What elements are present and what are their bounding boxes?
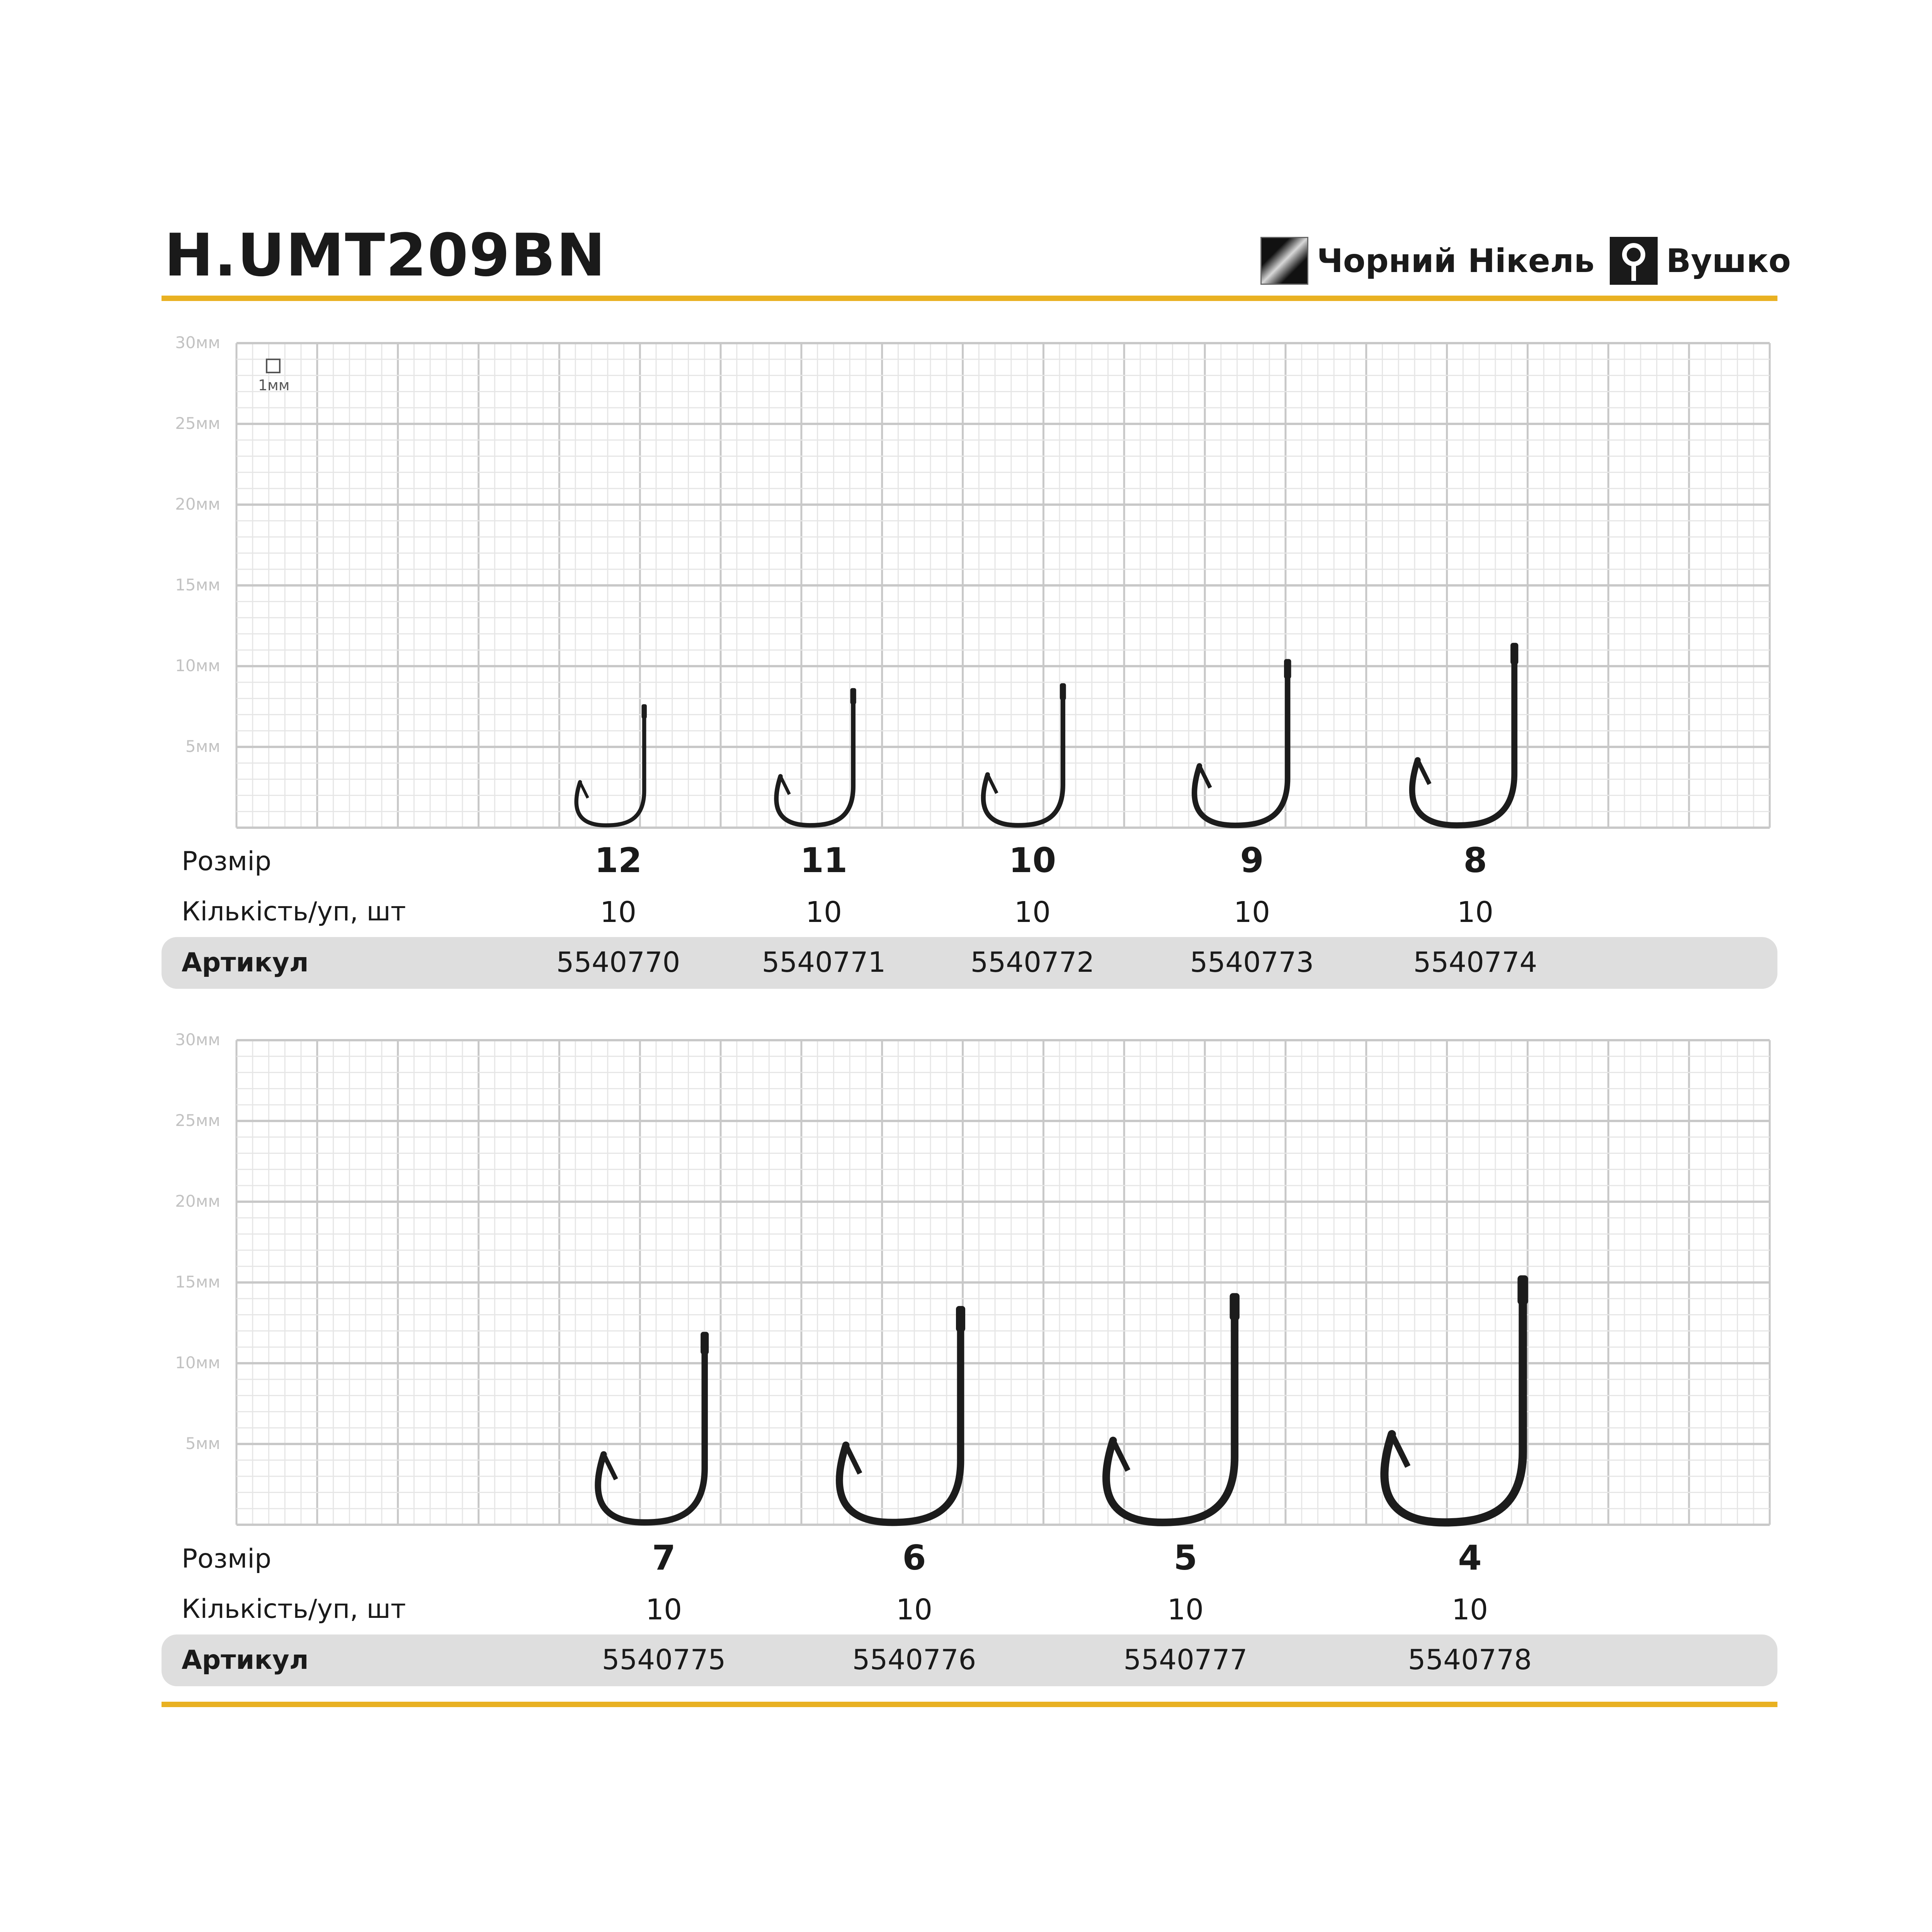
hook-9: [1194, 675, 1287, 825]
hook-qty: 10: [1167, 1593, 1204, 1626]
hook-eye: [1230, 1293, 1239, 1320]
hook-eye: [701, 1332, 709, 1355]
hook-article: 5540776: [852, 1643, 976, 1676]
qty-row-label: Кількість/уп, шт: [182, 1594, 406, 1624]
hook-size: 10: [1009, 840, 1056, 880]
hook-5: [1106, 1315, 1235, 1522]
hook-barb: [1418, 760, 1430, 784]
hook-qty: 10: [600, 896, 637, 929]
scale-square-icon: [266, 359, 281, 373]
axis-tick-label: 20мм: [175, 1192, 220, 1211]
hook-size: 9: [1240, 840, 1264, 880]
hook-eye: [1284, 659, 1291, 679]
hook-7: [598, 1350, 704, 1522]
axis-tick-label: 25мм: [175, 414, 220, 433]
axis-tick-label: 20мм: [175, 495, 220, 514]
hook-size: 7: [652, 1538, 676, 1578]
hook-eye: [956, 1306, 965, 1332]
hook-article: 5540772: [970, 946, 1095, 978]
axis-tick-label: 30мм: [175, 333, 220, 352]
product-code: H.UMT209BN: [164, 221, 606, 289]
hook-eye: [641, 704, 646, 719]
qty-row-label: Кількість/уп, шт: [182, 896, 406, 927]
hook-12: [577, 716, 645, 825]
hook-eye: [1510, 643, 1518, 665]
hook-qty: 10: [805, 896, 842, 929]
hook-8: [1412, 660, 1515, 825]
hook-size: 5: [1173, 1538, 1197, 1578]
hook-qty: 10: [1457, 896, 1494, 929]
hook-article: 5540778: [1408, 1643, 1532, 1676]
hook-size: 12: [594, 840, 642, 880]
hook-barb: [1392, 1434, 1408, 1467]
hook-qty: 10: [896, 1593, 933, 1626]
axis-tick-label: 30мм: [175, 1030, 220, 1049]
axis-tick-label: 5мм: [185, 1434, 220, 1453]
axis-tick-label: 10мм: [175, 656, 220, 675]
hook-barb: [1113, 1440, 1128, 1471]
hook-eye: [850, 688, 856, 704]
axis-tick-label: 15мм: [175, 1272, 220, 1291]
footer-rule: [162, 1702, 1777, 1707]
hook-barb: [580, 782, 588, 798]
hook-qty: 10: [1014, 896, 1051, 929]
axis-tick-label: 5мм: [185, 737, 220, 756]
hook-article: 5540777: [1123, 1643, 1248, 1676]
hook-10: [983, 697, 1063, 825]
hook-4: [1384, 1299, 1523, 1522]
size-row-label: Розмір: [182, 1544, 272, 1574]
hook-article: 5540775: [602, 1643, 726, 1676]
axis-tick-label: 25мм: [175, 1111, 220, 1130]
hook-article: 5540771: [762, 946, 886, 978]
eye-label: Вушко: [1666, 242, 1791, 280]
article-row-label: Артикул: [182, 947, 309, 978]
hook-eye: [1060, 683, 1066, 700]
hook-size: 4: [1458, 1538, 1482, 1578]
hook-size: 6: [902, 1538, 926, 1578]
hook-barb: [604, 1454, 616, 1480]
size-row-label: Розмір: [182, 846, 272, 877]
coating-label: Чорний Нікель: [1317, 242, 1595, 280]
hook-article: 5540770: [556, 946, 680, 978]
hook-barb: [1199, 766, 1210, 787]
hook-size: 11: [800, 840, 848, 880]
hook-qty: 10: [645, 1593, 682, 1626]
hook-article: 5540774: [1413, 946, 1537, 978]
hook-size: 8: [1463, 840, 1487, 880]
hook-barb: [988, 775, 997, 793]
axis-tick-label: 15мм: [175, 575, 220, 594]
hook-qty: 10: [1233, 896, 1270, 929]
hook-eye: [1517, 1275, 1528, 1304]
hook-qty: 10: [1451, 1593, 1488, 1626]
hook-11: [776, 701, 853, 825]
article-row-label: Артикул: [182, 1645, 309, 1675]
hook-barb: [781, 776, 789, 794]
scale-note: 1мм: [258, 377, 290, 394]
hook-article: 5540773: [1190, 946, 1314, 978]
axis-tick-label: 10мм: [175, 1353, 220, 1372]
hook-6: [839, 1327, 961, 1522]
hook-barb: [846, 1445, 860, 1473]
